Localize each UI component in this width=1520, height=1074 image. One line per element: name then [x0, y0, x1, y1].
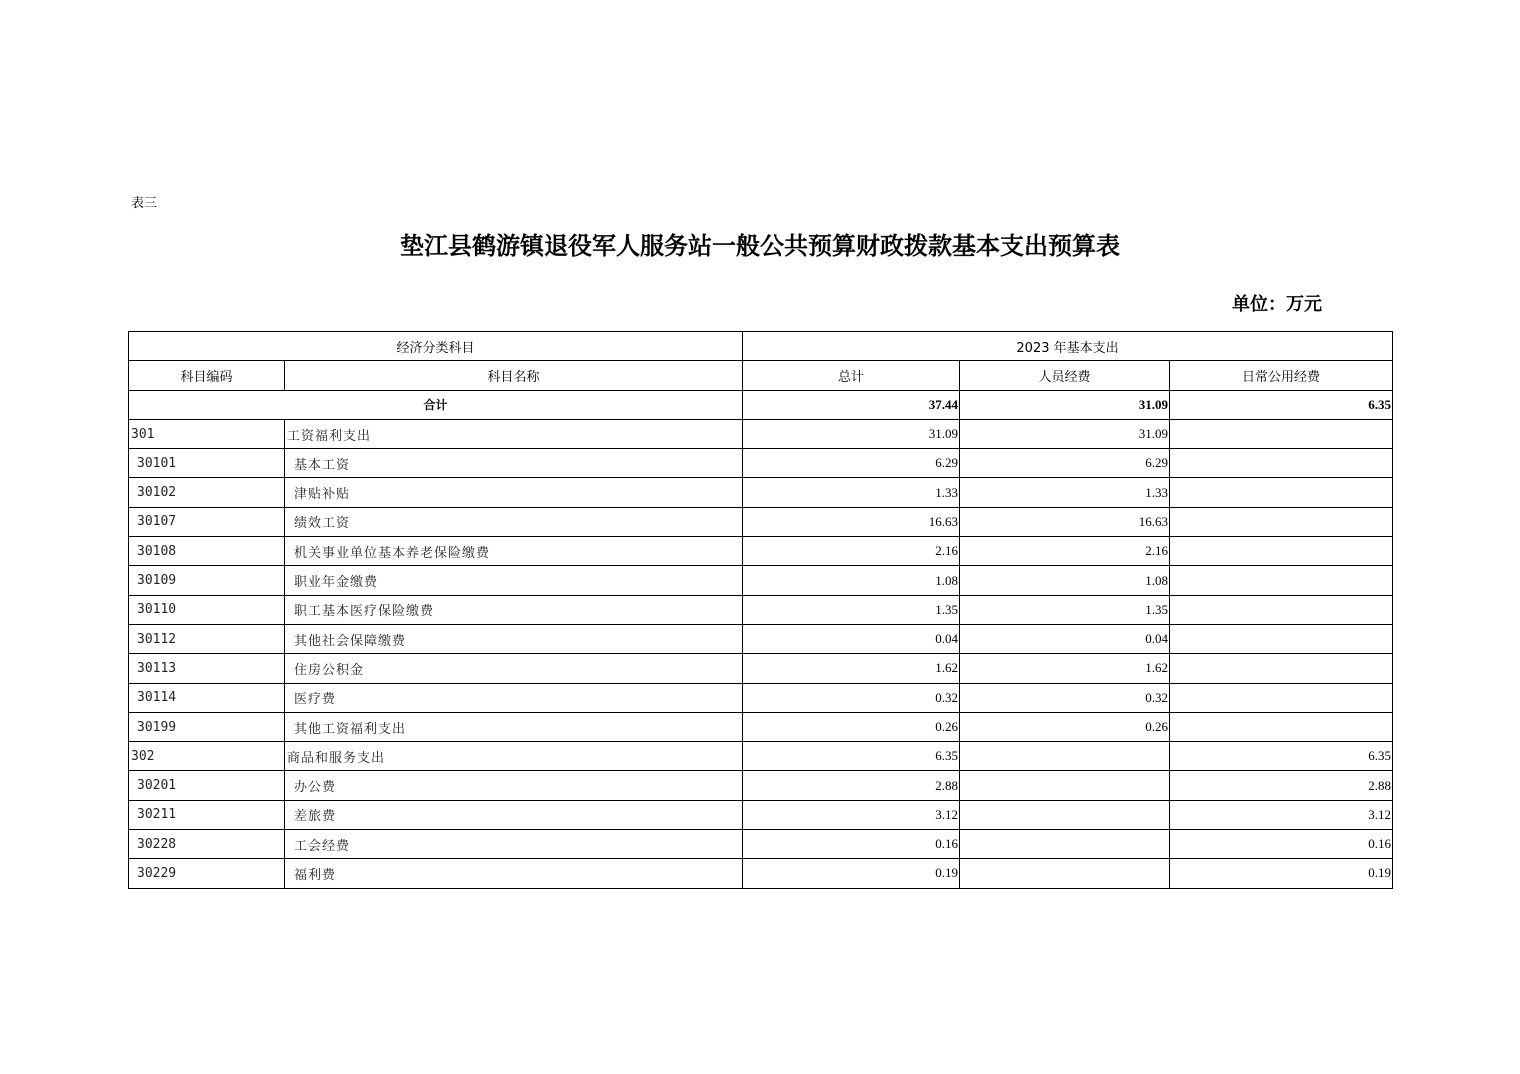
header-year-basic-expenditure: 2023 年基本支出 [743, 332, 1393, 361]
subject-code-cell: 30110 [129, 595, 285, 624]
table-row [129, 859, 1393, 888]
table-row [129, 566, 1393, 595]
total-label: 合计 [129, 390, 743, 419]
public-cell [1170, 537, 1393, 566]
total-cell: 0.32 [743, 683, 960, 712]
table-row [129, 771, 1393, 800]
personnel-cell: 2.16 [960, 537, 1170, 566]
total-cell: 1.35 [743, 595, 960, 624]
subject-code-cell: 30211 [129, 800, 285, 829]
subject-code-cell: 30107 [129, 507, 285, 536]
total-cell: 0.19 [743, 859, 960, 888]
header-subject-code: 科目编码 [129, 361, 285, 390]
subject-name-cell: 其他工资福利支出 [285, 712, 743, 741]
table-row [129, 800, 1393, 829]
table-row [129, 595, 1393, 624]
personnel-cell: 0.04 [960, 624, 1170, 653]
table-label: 表三 [131, 196, 158, 211]
subject-name-cell: 机关事业单位基本养老保险缴费 [285, 537, 743, 566]
subject-code-cell: 30112 [129, 624, 285, 653]
personnel-cell [960, 859, 1170, 888]
personnel-cell [960, 742, 1170, 771]
personnel-cell [960, 830, 1170, 859]
personnel-cell: 0.26 [960, 712, 1170, 741]
personnel-cell: 1.35 [960, 595, 1170, 624]
subject-code-cell: 302 [129, 742, 285, 771]
subject-name-cell: 工资福利支出 [285, 419, 743, 448]
subject-code-cell: 30101 [129, 449, 285, 478]
total-cell: 1.08 [743, 566, 960, 595]
subject-code-cell: 30109 [129, 566, 285, 595]
personnel-cell: 1.62 [960, 654, 1170, 683]
public-cell [1170, 449, 1393, 478]
public-cell [1170, 683, 1393, 712]
total-cell: 3.12 [743, 800, 960, 829]
unit-label: 单位：万元 [1232, 294, 1322, 315]
document-title: 垫江县鹤游镇退役军人服务站一般公共预算财政拨款基本支出预算表 [400, 231, 1120, 260]
header-row-groups [129, 332, 1393, 361]
public-cell [1170, 478, 1393, 507]
subject-code-cell: 30102 [129, 478, 285, 507]
total-row [129, 390, 1393, 419]
table-row [129, 683, 1393, 712]
public-cell: 3.12 [1170, 800, 1393, 829]
total-cell: 0.04 [743, 624, 960, 653]
table-row [129, 624, 1393, 653]
header-personnel-expense: 人员经费 [960, 361, 1170, 390]
total-cell: 1.62 [743, 654, 960, 683]
total-personnel: 31.09 [960, 390, 1170, 419]
subject-name-cell: 福利费 [285, 859, 743, 888]
subject-code-cell: 30199 [129, 712, 285, 741]
public-cell [1170, 595, 1393, 624]
personnel-cell: 1.08 [960, 566, 1170, 595]
total-cell: 2.88 [743, 771, 960, 800]
personnel-cell: 1.33 [960, 478, 1170, 507]
subject-code-cell: 30228 [129, 830, 285, 859]
header-subject-name: 科目名称 [285, 361, 743, 390]
personnel-cell: 16.63 [960, 507, 1170, 536]
table-row [129, 712, 1393, 741]
subject-name-cell: 津贴补贴 [285, 478, 743, 507]
personnel-cell: 31.09 [960, 419, 1170, 448]
subject-code-cell: 30113 [129, 654, 285, 683]
subject-name-cell: 职业年金缴费 [285, 566, 743, 595]
budget-table [128, 331, 1393, 889]
table-row [129, 419, 1393, 448]
public-cell [1170, 624, 1393, 653]
public-cell [1170, 419, 1393, 448]
total-cell: 2.16 [743, 537, 960, 566]
subject-name-cell: 基本工资 [285, 449, 743, 478]
total-cell: 31.09 [743, 419, 960, 448]
public-cell: 0.16 [1170, 830, 1393, 859]
public-cell: 2.88 [1170, 771, 1393, 800]
subject-name-cell: 工会经费 [285, 830, 743, 859]
public-cell [1170, 712, 1393, 741]
personnel-cell [960, 800, 1170, 829]
subject-name-cell: 住房公积金 [285, 654, 743, 683]
public-cell [1170, 654, 1393, 683]
public-cell: 0.19 [1170, 859, 1393, 888]
total-cell: 16.63 [743, 507, 960, 536]
subject-code-cell: 30229 [129, 859, 285, 888]
total-cell: 6.35 [743, 742, 960, 771]
table-row [129, 742, 1393, 771]
total-cell: 6.29 [743, 449, 960, 478]
personnel-cell: 0.32 [960, 683, 1170, 712]
public-cell [1170, 566, 1393, 595]
table-row [129, 537, 1393, 566]
public-cell: 6.35 [1170, 742, 1393, 771]
total-cell: 0.26 [743, 712, 960, 741]
personnel-cell: 6.29 [960, 449, 1170, 478]
header-econ-classification: 经济分类科目 [129, 332, 743, 361]
subject-name-cell: 办公费 [285, 771, 743, 800]
header-total: 总计 [743, 361, 960, 390]
subject-code-cell: 30114 [129, 683, 285, 712]
table-row [129, 830, 1393, 859]
public-cell [1170, 507, 1393, 536]
table-row [129, 507, 1393, 536]
table-row [129, 449, 1393, 478]
header-public-expense: 日常公用经费 [1170, 361, 1393, 390]
subject-name-cell: 职工基本医疗保险缴费 [285, 595, 743, 624]
subject-name-cell: 商品和服务支出 [285, 742, 743, 771]
header-row-columns [129, 361, 1393, 390]
subject-name-cell: 其他社会保障缴费 [285, 624, 743, 653]
subject-code-cell: 30201 [129, 771, 285, 800]
subject-code-cell: 30108 [129, 537, 285, 566]
total-cell: 1.33 [743, 478, 960, 507]
data-rows [129, 419, 1393, 888]
personnel-cell [960, 771, 1170, 800]
total-cell: 0.16 [743, 830, 960, 859]
total-public: 6.35 [1170, 390, 1393, 419]
subject-name-cell: 差旅费 [285, 800, 743, 829]
total-amount: 37.44 [743, 390, 960, 419]
table-row [129, 478, 1393, 507]
table-row [129, 654, 1393, 683]
subject-name-cell: 绩效工资 [285, 507, 743, 536]
subject-code-cell: 301 [129, 419, 285, 448]
subject-name-cell: 医疗费 [285, 683, 743, 712]
